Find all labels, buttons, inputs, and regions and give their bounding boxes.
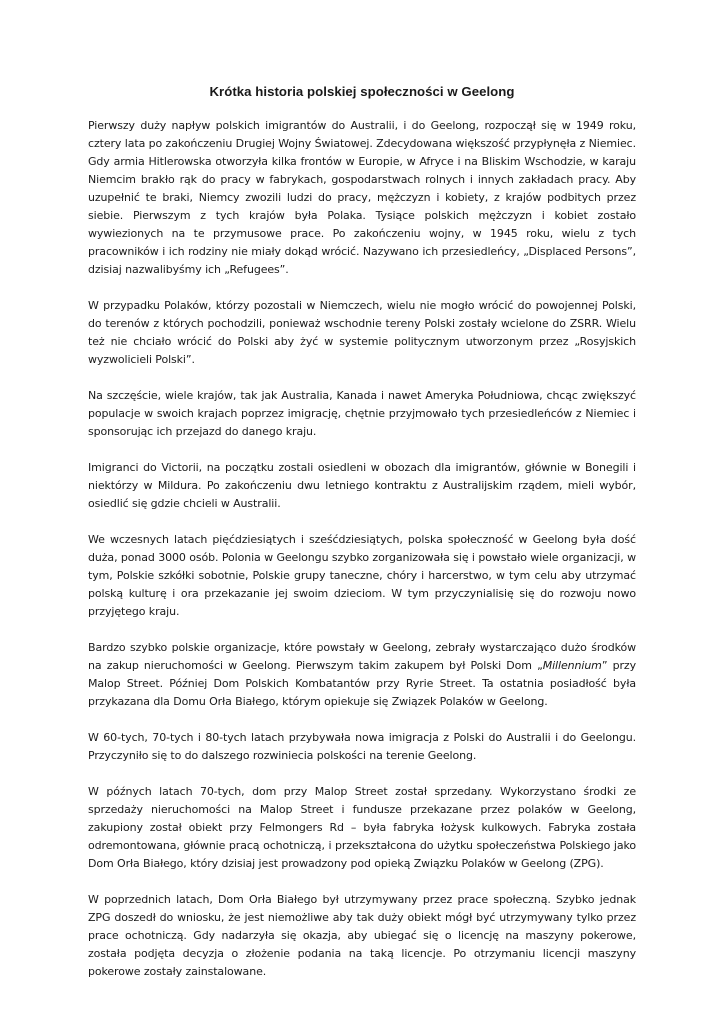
paragraph-6: [88, 639, 636, 711]
paragraph-9: W poprzednich latach, Dom Orła Białego był utrzymywany przez prace społeczną. Szybko jednak ZPG doszedł do wniosku, że jest niemożliwe aby tak duży obiekt mógł być utrzymywany tylko przez prace ochotniczą. Gdy nadarzyła się okazja, aby ubiegać się o licencję na maszyny pokerowe, została podjęta decyzja o złożenie podania na taką licencje. Po otrzymaniu licencji maszyny pokerowe zostały zainstalowane.: [88, 893, 636, 978]
paragraph-1: Pierwszy duży napływ polskich imigrantów do Australii, i do Geelong, rozpoczął się w 1949 roku, cztery lata po zakończeniu Drugiej Wojny Światowej. Zdecydowana większość przypłynęła z Niemiec. Gdy armia Hitlerowska otworzyła kilka frontów w Europie, w Afryce i na Bliskim Wschodzie, w karaju Niemcim brakło rąk do pracy w fabrykach, gospodarstwach rolnych i innych zakładach pracy. Aby uzupełnić te braki, Niemcy zwozili ludzi do pracy, mężczyzn i kobiety, z krajów podbitych przez siebie. Pierwszym z tych krajów była Polaka. Tysiące polskich mężczyzn i kobiet zostało wywiezionych na te przymusowe prace. Po zakończeniu wojny, w 1945 roku, wielu z tych pracowników i ich rodziny nie miały dokąd wrócić. Nazywano ich przesiedleńcy, „Displaced Persons”, dzisiaj nazwalibyśmy ich „Refugees”.: [88, 119, 636, 276]
paragraph-5: We wczesnych latach pięćdziesiątych i sześćdziesiątych, polska społeczność w Geelong była dość duża, ponad 3000 osób. Polonia w Geelongu szybko zorganizowała się i powstało wiele organizacji, w tym, Polskie szkółki sobotnie, Polskie grupy taneczne, chóry i harcerstwo, w tym celu aby utrzymać polską kulturę i ora przekazanie jej swoim dzieciom. W tym przyczynialisię się do rozwoju nowo przyjętego kraju.: [88, 533, 636, 618]
paragraph-6-text-after: ” przy Malop Street. Później Dom Polskich Kombatantów przy Ryrie Street. Ta ostatnia posiadłość była przykazana dla Domu Orła Białego, którym opiekuje się Związek Polaków w Geelong.: [88, 659, 636, 708]
paragraph-4: Imigranci do Victorii, na początku zostali osiedleni w obozach dla imigrantów, głównie w Bonegili i niektórzy w Mildura. Po zakończeniu dwu letniego kontraktu z Australijskim rządem, mieli wybór, osiedlić się gdzie chcieli w Australii.: [88, 461, 636, 510]
millennium-italic: Millennium: [542, 659, 602, 672]
paragraph-2: W przypadku Polaków, którzy pozostali w Niemczech, wielu nie mogło wrócić do powojennej Polski, do terenów z których pochodzili, ponieważ wschodnie tereny Polski zostały wcielone do ZSRR. Wielu też nie chciało wrócić do Polski aby żyć w systemie politycznym utworzonym przez „Rosyjskich wyzwolicieli Polski”.: [88, 299, 636, 366]
paragraph-6-text-before: Bardzo szybko polskie organizacje, które powstały w Geelong, zebrały wystarczająco dużo środków na zakup nieruchomości w Geelong. Pierwszym takim zakupem był Polski Dom „: [88, 641, 636, 672]
paragraph-3: Na szczęście, wiele krajów, tak jak Australia, Kanada i nawet Ameryka Południowa, chcąc zwiększyć populacje w swoich krajach poprzez imigrację, chętnie przyjmowało tych przesiedleńców z Niemiec i sponsorując ich przejazd do danego kraju.: [88, 389, 636, 438]
paragraph-7: W 60-tych, 70-tych i 80-tych latach przybywała nowa imigracja z Polski do Australii i do Geelongu. Przyczyniło się to do dalszego rozwiniecia polskości na terenie Geelong.: [88, 731, 636, 762]
document-title: Krótka historia polskiej społeczności w Geelong: [209, 84, 515, 99]
paragraph-8: W późnych latach 70-tych, dom przy Malop Street został sprzedany. Wykorzystano środki ze sprzedaży nieruchomości na Malop Street i fundusze przekazane przez polaków w Geelong, zakupiony został obiekt przy Felmongers Rd – była fabryka łożysk kulkowych. Fabryka została odremontowana, głównie pracą ochotniczą, i przekształcona do użytku społeczeństwa Polskiego jako Dom Orła Białego, który dzisiaj jest prowadzony pod opieką Związku Polaków w Geelong (ZPG).: [88, 785, 636, 870]
